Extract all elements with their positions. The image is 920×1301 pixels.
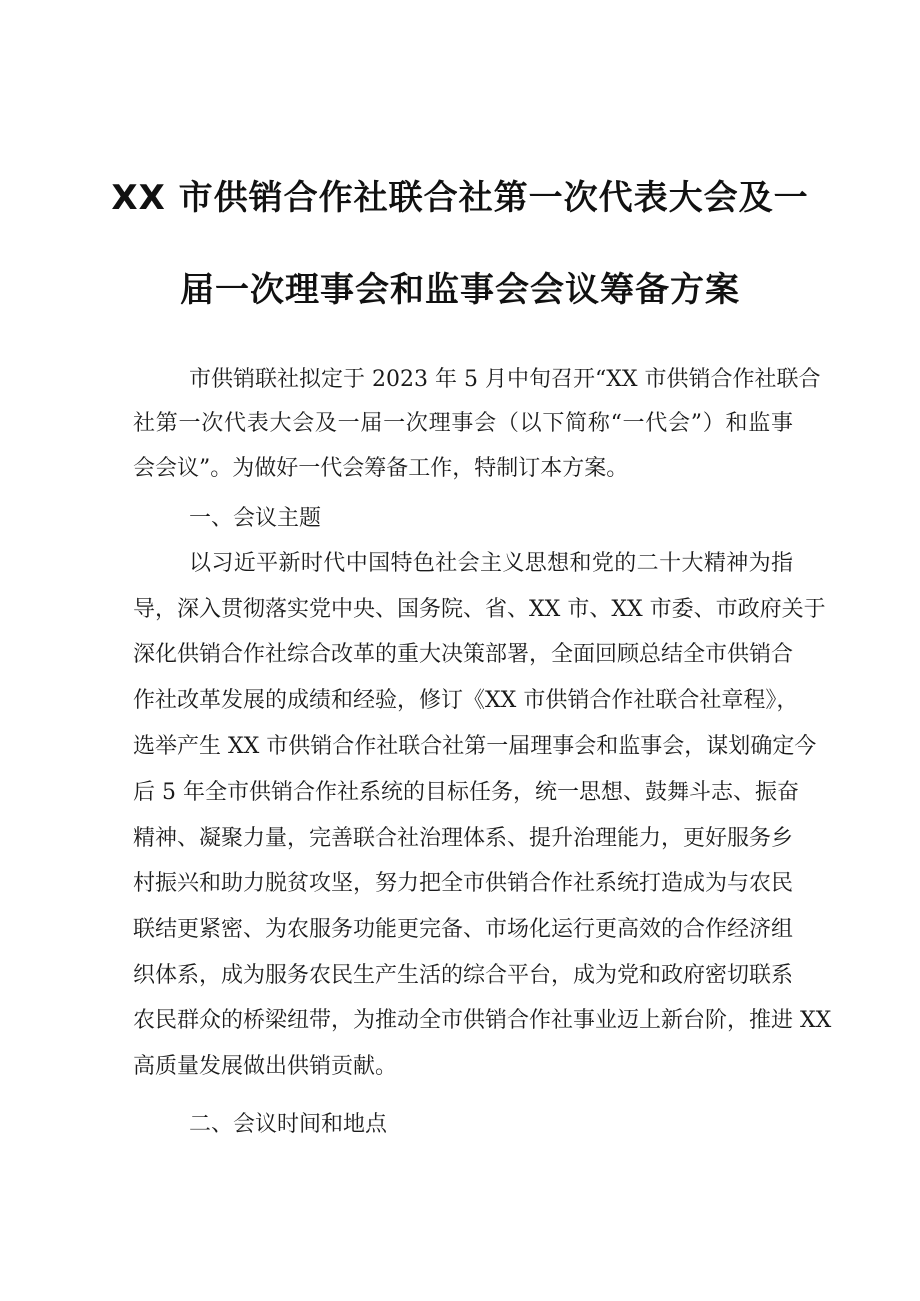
document-title-line-2: 届一次理事会和监事会会议筹备方案 <box>180 270 740 310</box>
paragraph-2-line: 农民群众的桥梁纽带，为推动全市供销合作社事业迈上新台阶，推进 XX <box>133 1008 832 1033</box>
paragraph-2-line: 导，深入贯彻落实党中央、国务院、省、XX 市、XX 市委、市政府关于 <box>133 597 826 622</box>
paragraph-2-line: 高质量发展做出供销贡献。 <box>133 1054 398 1079</box>
paragraph-2-line: 深化供销合作社综合改革的重大决策部署，全面回顾总结全市供销合 <box>133 642 794 667</box>
paragraph-2-line: 精神、凝聚力量，完善联合社治理体系、提升治理能力，更好服务乡 <box>133 826 794 851</box>
paragraph-1-line: 社第一次代表大会及一届一次理事会（以下简称“一代会”）和监事 <box>133 411 793 436</box>
paragraph-2-line: 联结更紧密、为农服务功能更完备、市场化运行更高效的合作经济组 <box>133 917 794 942</box>
paragraph-1-line: 会会议”。为做好一代会筹备工作，特制订本方案。 <box>133 456 629 481</box>
paragraph-2-line: 作社改革发展的成绩和经验，修订《XX 市供销合作社联合社章程》， <box>133 688 799 713</box>
paragraph-2-line: 织体系，成为服务农民生产生活的综合平台，成为党和政府密切联系 <box>133 963 794 988</box>
paragraph-2-line: 以习近平新时代中国特色社会主义思想和党的二十大精神为指 <box>189 551 793 576</box>
paragraph-2-line: 村振兴和助力脱贫攻坚，努力把全市供销合作社系统打造成为与农民 <box>133 871 794 896</box>
paragraph-2-line: 选举产生 XX 市供销合作社联合社第一届理事会和监事会，谋划确定今 <box>133 734 817 759</box>
section-heading-2: 二、会议时间和地点 <box>189 1112 388 1137</box>
paragraph-2-line: 后 5 年全市供销合作社系统的目标任务，统一思想、鼓舞斗志、振奋 <box>133 780 799 805</box>
document-title-line-1: XX 市供销合作社联合社第一次代表大会及一 <box>111 178 809 218</box>
section-heading-1: 一、会议主题 <box>189 506 322 531</box>
paragraph-1-line: 市供销联社拟定于 2023 年 5 月中旬召开“XX 市供销合作社联合 <box>189 367 821 392</box>
